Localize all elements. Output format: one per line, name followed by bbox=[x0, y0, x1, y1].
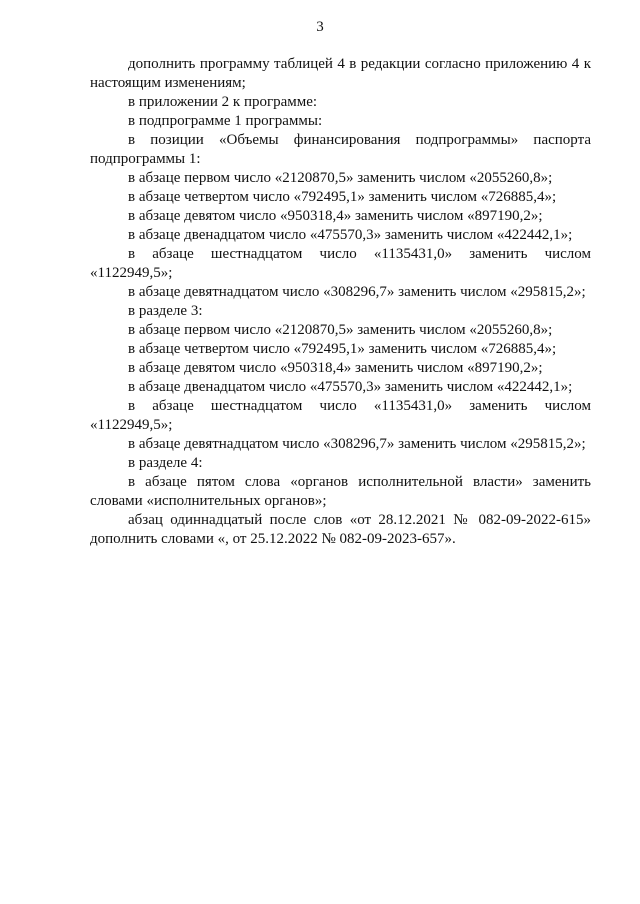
paragraph: в абзаце шестнадцатом число «1135431,0» заменить числом «1122949,5»; bbox=[90, 246, 591, 281]
paragraph: в абзаце пятом слова «органов исполнительной власти» заменить словами «исполнительных органов»; bbox=[90, 474, 591, 509]
paragraph: в позиции «Объемы финансирования подпрограммы» паспорта подпрограммы 1: bbox=[90, 132, 591, 167]
paragraph: в абзаце четвертом число «792495,1» заменить числом «726885,4»; bbox=[128, 341, 557, 357]
paragraph: в абзаце двенадцатом число «475570,3» заменить числом «422442,1»; bbox=[128, 379, 573, 395]
paragraph: в приложении 2 к программе: bbox=[128, 94, 318, 110]
paragraph: в абзаце четвертом число «792495,1» заменить числом «726885,4»; bbox=[128, 189, 557, 205]
paragraph: в абзаце девятнадцатом число «308296,7» заменить числом «295815,2»; bbox=[128, 284, 586, 300]
paragraph: в абзаце первом число «2120870,5» заменить числом «2055260,8»; bbox=[128, 170, 553, 186]
document-body bbox=[90, 55, 591, 549]
paragraph: в абзаце девятом число «950318,4» заменить числом «897190,2»; bbox=[128, 360, 543, 376]
paragraph: дополнить программу таблицей 4 в редакции согласно приложению 4 к настоящим изменениям; bbox=[90, 56, 591, 91]
paragraph: в подпрограмме 1 программы: bbox=[128, 113, 323, 129]
page-number: 3 bbox=[316, 19, 324, 35]
paragraph: в разделе 3: bbox=[128, 303, 203, 319]
paragraph: в абзаце девятом число «950318,4» заменить числом «897190,2»; bbox=[128, 208, 543, 224]
paragraph: в абзаце двенадцатом число «475570,3» заменить числом «422442,1»; bbox=[128, 227, 573, 243]
paragraph: в абзаце девятнадцатом число «308296,7» заменить числом «295815,2»; bbox=[128, 436, 586, 452]
paragraph: в абзаце первом число «2120870,5» заменить числом «2055260,8»; bbox=[128, 322, 553, 338]
paragraph: абзац одиннадцатый после слов «от 28.12.2021 № 082-09-2022-615» дополнить словами «, от 25.12.2022 № 082-09-2023-657». bbox=[90, 512, 591, 547]
paragraph: в абзаце шестнадцатом число «1135431,0» заменить числом «1122949,5»; bbox=[90, 398, 591, 433]
paragraph: в разделе 4: bbox=[128, 455, 203, 471]
